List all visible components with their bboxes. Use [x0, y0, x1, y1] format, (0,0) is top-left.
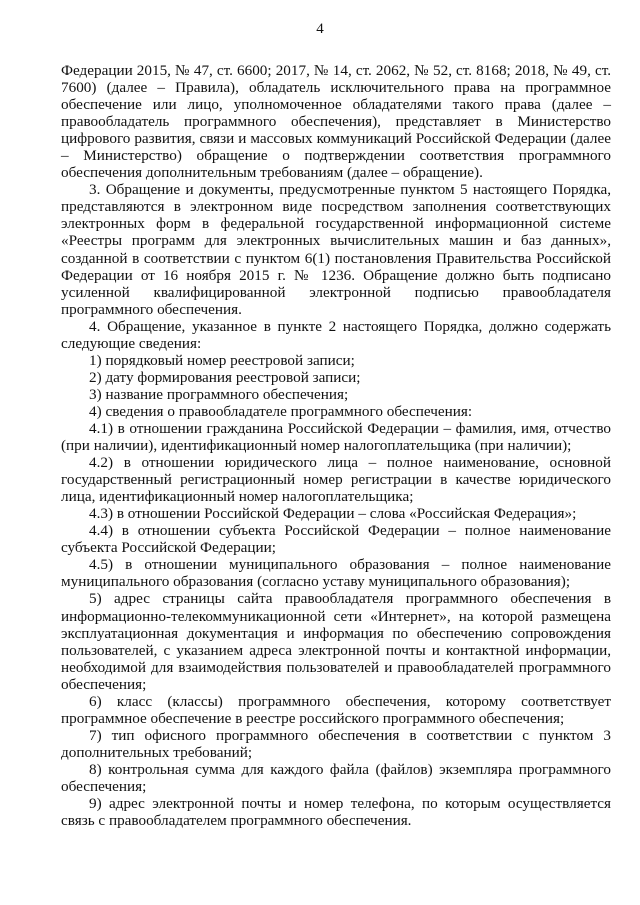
- page-number: 4: [316, 21, 324, 37]
- list-item-3: 3) название программного обеспечения;: [89, 385, 349, 403]
- list-item-7: 7) тип офисного программного обеспечения в соответствии с пунктом 3 дополнительных требований;: [61, 726, 611, 761]
- list-item-4: 4) сведения о правообладателе программного обеспечения:: [89, 402, 473, 420]
- list-item-4-2: 4.2) в отношении юридического лица – полное наименование, основной государственный регистрационный номер регистрации в качестве юридического лица, идентификационный номер налогоплательщика;: [61, 454, 611, 506]
- list-item-4-5: 4.5) в отношении муниципального образования – полное наименование муниципального образования (согласно уставу муниципального образования);: [61, 556, 611, 591]
- list-item-8: 8) контрольная сумма для каждого файла (файлов) экземпляра программного обеспечения;: [61, 760, 611, 795]
- list-item-1: 1) порядковый номер реестровой записи;: [89, 351, 355, 369]
- paragraph-rules-continuation: Федерации 2015, № 47, ст. 6600; 2017, № 14, ст. 2062, № 52, ст. 8168; 2018, № 49, ст. 7600) (далее – Правила), обладатель исключительного права на программное обеспечение или лицо, уполномоченное обладателями такого права (далее – правообладатель программного обеспечения), представляет в Министерство цифрового развития, связи и массовых коммуникаций Российской Федерации (далее – Министерство) обращение о подтверждении соответствия программного обеспечения дополнительным требованиям (далее – обращение).: [61, 62, 611, 182]
- list-item-9: 9) адрес электронной почты и номер телефона, по которым осуществляется связь с правообладателем программного обеспечения.: [61, 795, 611, 830]
- list-item-4-3: 4.3) в отношении Российской Федерации – слова «Российская Федерация»;: [89, 505, 577, 523]
- list-item-4-4: 4.4) в отношении субъекта Российской Федерации – полное наименование субъекта Российской Федерации;: [61, 522, 611, 557]
- paragraph-item-4: 4. Обращение, указанное в пункте 2 настоящего Порядка, должно содержать следующие сведения:: [61, 317, 611, 352]
- document-body: [61, 62, 611, 829]
- list-item-2: 2) дату формирования реестровой записи;: [89, 368, 361, 386]
- paragraph-item-3: 3. Обращение и документы, предусмотренные пунктом 5 настоящего Порядка, представляются в электронном виде посредством заполнения соответствующих электронных форм в федеральной государственной информационной системе «Реестры программ для электронных вычислительных машин и баз данных», созданной в соответствии с пунктом 6(1) постановления Правительства Российской Федерации от 16 ноября 2015 г. № 1236. Обращение должно быть подписано усиленной квалифицированной электронной подписью правообладателя программного обеспечения.: [61, 181, 611, 318]
- list-item-4-1: 4.1) в отношении гражданина Российской Федерации – фамилия, имя, отчество (при наличии), идентификационный номер налогоплательщика (при наличии);: [61, 419, 611, 455]
- list-item-5: 5) адрес страницы сайта правообладателя программного обеспечения в информационно-телекоммуникационной сети «Интернет», на которой размещена эксплуатационная документация и информация по обеспечению сопровождения пользователей, с указанием адреса электронной почты и контактной информации, необходимой для взаимодействия пользователей и правообладателей программного обеспечения;: [61, 590, 611, 693]
- list-item-6: 6) класс (классы) программного обеспечения, которому соответствует программное обеспечение в реестре российского программного обеспечения;: [61, 692, 611, 727]
